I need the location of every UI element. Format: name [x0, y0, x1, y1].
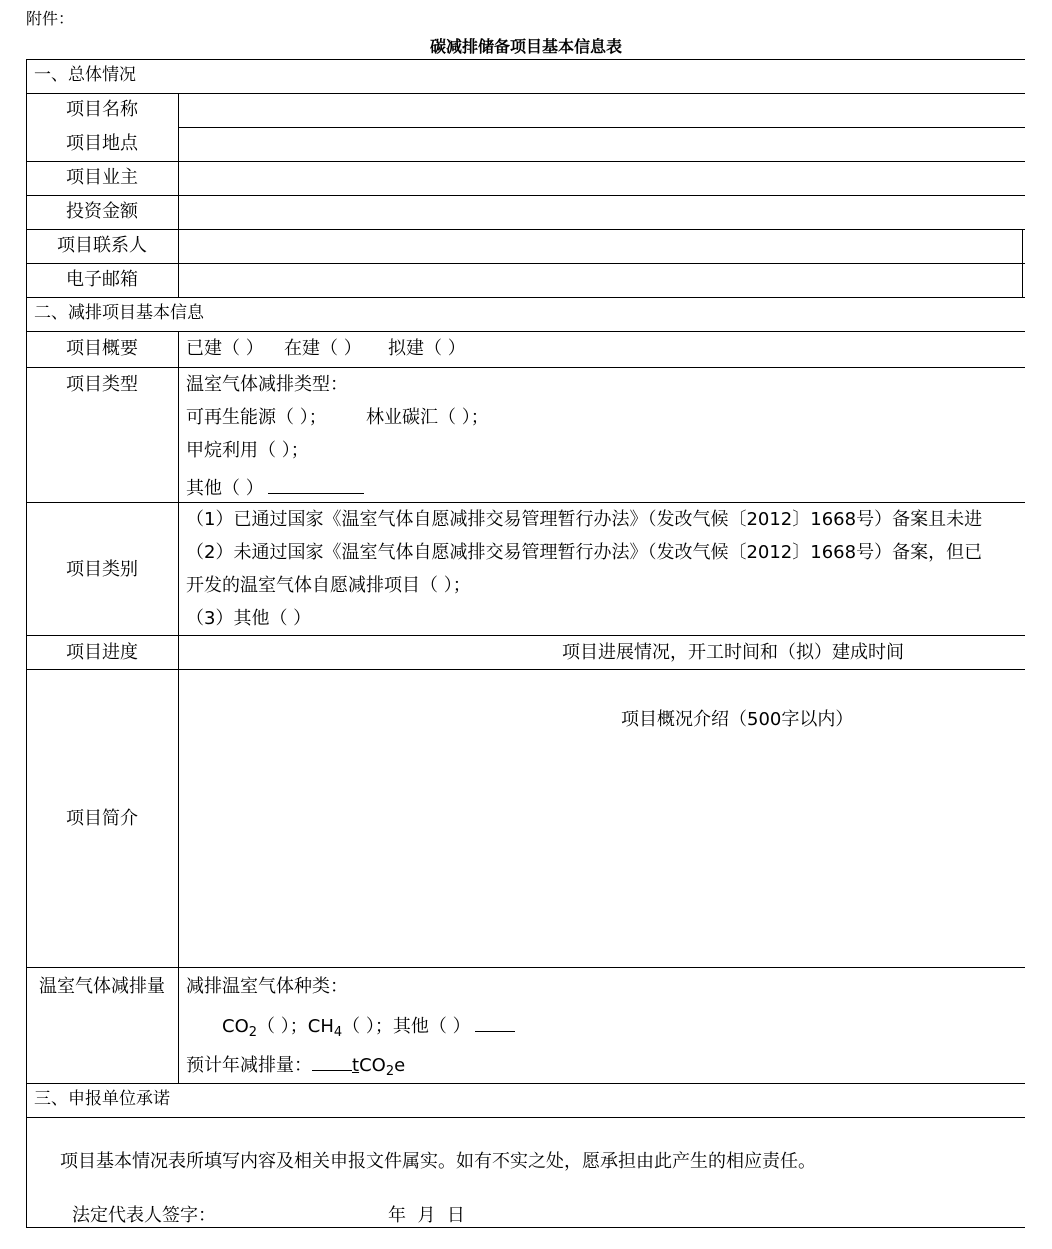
label-progress: 项目进度: [66, 642, 138, 663]
category-line-3: 开发的温室气体自愿减排项目（ ）；: [186, 575, 471, 596]
reduction-other-blank: [475, 1013, 515, 1032]
date-label: 年 月 日: [388, 1205, 465, 1226]
label-project-category: 项目类别: [66, 559, 138, 580]
label-email: 电子邮箱: [66, 269, 138, 290]
type-other-blank: [268, 475, 364, 494]
section1-header: 一、总体情况: [34, 65, 136, 85]
intro-placeholder: 项目概况介绍（500字以内）: [621, 709, 854, 730]
category-line-1: （1）已通过国家《温室气体自愿减排交易管理暂行办法》（发改气候〔2012〕1668号）备案且未进: [186, 509, 983, 530]
type-renewable: 可再生能源（ ）；: [186, 407, 327, 428]
attachment-label: 附件：: [26, 9, 75, 28]
option-planned: 拟建（ ）: [388, 338, 466, 359]
section3-header: 三、申报单位承诺: [34, 1089, 170, 1109]
category-line-2: （2）未通过国家《温室气体自愿减排交易管理暂行办法》（发改气候〔2012〕1668号）备案，但已: [186, 542, 983, 563]
category-line-4: （3）其他（ ）: [186, 608, 312, 629]
type-forestry: 林业碳汇（ ）；: [366, 407, 489, 428]
reduction-gases: $CO_2$（ ）；$CH_4$（ ）；其他（ ）: [222, 1013, 515, 1039]
type-other-label: 其他（ ）: [186, 478, 264, 499]
label-reduction: 温室气体减排量: [39, 976, 165, 997]
label-investment: 投资金额: [66, 201, 138, 222]
type-heading: 温室气体减排类型：: [186, 374, 348, 395]
signature-label: 法定代表人签字：: [72, 1205, 216, 1226]
reduction-annual: 预计年减排量： tCO$_2$e: [186, 1052, 405, 1078]
label-project-owner: 项目业主: [66, 167, 138, 188]
label-project-type: 项目类型: [66, 374, 138, 395]
section2-header: 二、减排项目基本信息: [34, 303, 204, 323]
label-intro: 项目简介: [66, 808, 138, 829]
reduction-kinds-label: 减排温室气体种类：: [186, 976, 348, 997]
type-methane: 甲烷利用（ ）；: [186, 440, 309, 461]
option-under-construction: 在建（ ）: [284, 338, 362, 359]
label-contact-person: 项目联系人: [57, 235, 147, 256]
label-project-location: 项目地点: [66, 133, 138, 154]
page-title: 碳减排储备项目基本信息表: [429, 37, 622, 56]
label-overview: 项目概要: [66, 338, 138, 359]
label-project-name: 项目名称: [66, 99, 138, 120]
progress-placeholder: 项目进展情况，开工时间和（拟）建成时间: [562, 642, 904, 663]
commitment-statement: 项目基本情况表所填写内容及相关申报文件属实。如有不实之处，愿承担由此产生的相应责任。: [60, 1151, 816, 1172]
type-other: [186, 475, 364, 498]
option-built: 已建（ ）: [186, 338, 264, 359]
reduction-annual-blank: [312, 1052, 352, 1071]
